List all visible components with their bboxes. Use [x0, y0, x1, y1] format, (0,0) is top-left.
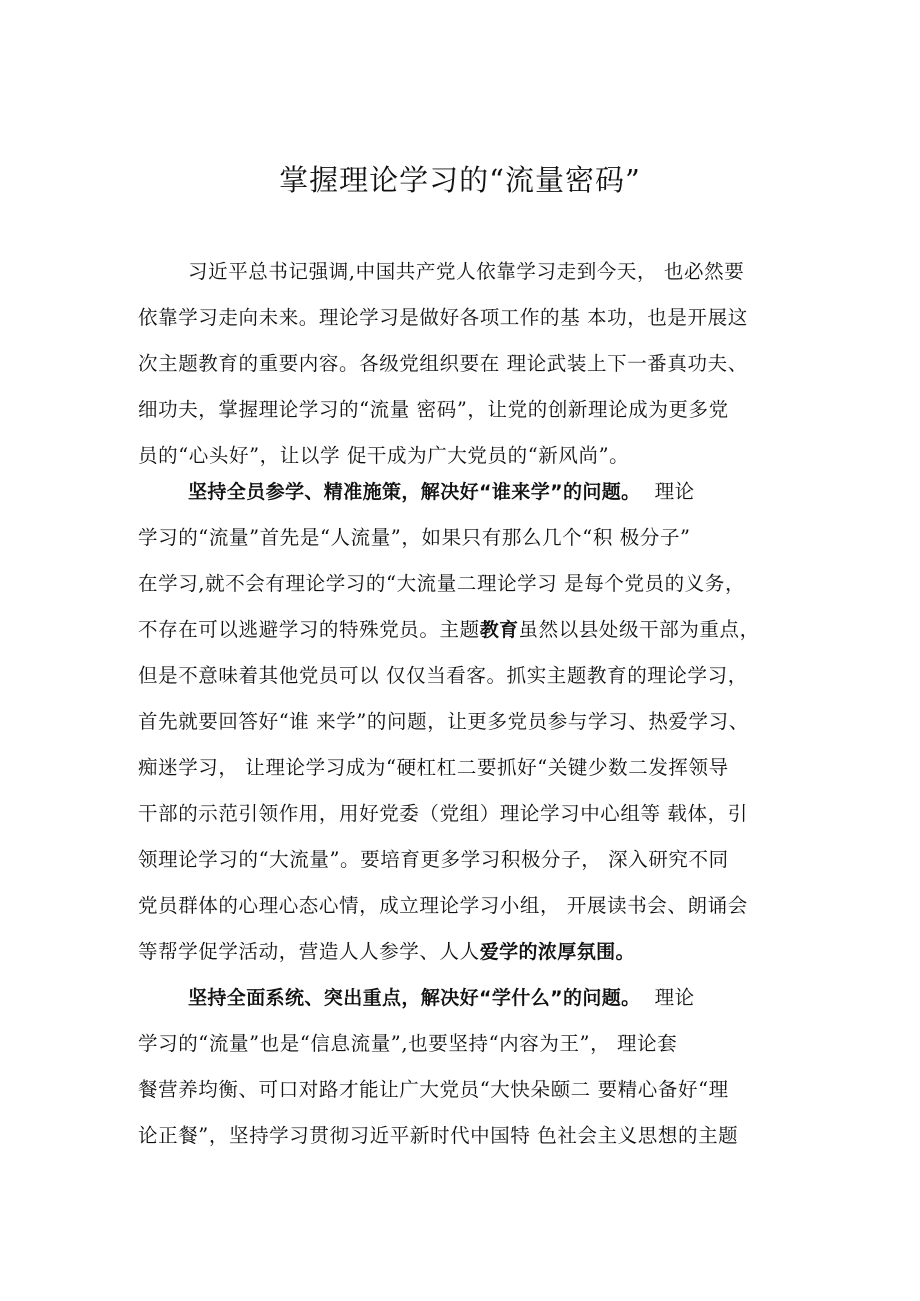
paragraph-2-line-11 [138, 932, 798, 972]
paragraph-2-line-10: 党员群体的心理心态心情，成立理论学习小组， 开展读书会、朗诵会 [138, 894, 748, 917]
paragraph-2-line-5: 但是不意味着其他党员可以 仅仅当看客。抓实主题教育的理论学习， [138, 664, 748, 687]
paragraph-1-line-3: 次主题教育的重要内容。各级党组织要在 理论武装上下一番真功夫、 [138, 352, 748, 375]
paragraph-1-line-5: 员的“心头好”，让以学 促干成为广大党员的“新风尚”。 [138, 444, 630, 467]
document-title: 掌握理论学习的“流量密码” [279, 163, 641, 197]
paragraph-3-line-3: 餐营养均衡、可口对路才能让广大党员“大快朵颐二 要精心备好“理 [138, 1078, 729, 1101]
paragraph-1-line-4: 细功夫，掌握理论学习的“流量 密码”，让党的创新理论成为更多党 [138, 398, 729, 421]
paragraph-2-line-1-tail: 理论 [654, 480, 695, 503]
section-heading-what-to-learn: 坚持全面系统、突出重点，解决好“学什么”的问题。 [188, 987, 641, 1009]
paragraph-1-line-2: 依靠学习走向未来。理论学习是做好各项工作的基 本功，也是开展这 [138, 306, 748, 329]
bold-word-education: 教育 [479, 619, 519, 641]
paragraph-3-line-4: 论正餐”，坚持学习贯彻习近平新时代中国特 色社会主义思想的主题 [138, 1124, 739, 1147]
paragraph-2-line-3: 在学习,就不会有理论学习的“大流量二理论学习 是每个党员的义务， [138, 572, 746, 595]
paragraph-1-line-1: 习近平总书记强调,中国共产党人依靠学习走到今天， 也必然要 [188, 260, 745, 283]
paragraph-2-line-7: 痴迷学习， 让理论学习成为“硬杠杠二要抓好“关键少数二发挥领导 [138, 756, 729, 779]
paragraph-2-line-11-a: 等帮学促学活动，营造人人参学、人人 [138, 940, 480, 963]
paragraph-2-line-4 [138, 610, 798, 650]
section-heading-who-learns: 坚持全员参学、精准施策，解决好“谁来学”的问题。 [188, 481, 641, 503]
bold-phrase-atmosphere: 爱学的浓厚氛围。 [479, 941, 635, 963]
paragraph-2-line-8: 干部的示范引领作用，用好党委（党组）理论学习中心组等 载体，引 [138, 802, 748, 825]
paragraph-3-line-1-tail: 理论 [654, 986, 695, 1009]
paragraph-3-line-1 [188, 978, 798, 1018]
paragraph-2-line-6: 首先就要回答好“谁 来学”的问题，让更多党员参与学习、热爱学习、 [138, 710, 749, 733]
paragraph-2-line-4-a: 不存在可以逃避学习的特殊党员。主题 [138, 618, 480, 641]
paragraph-2-line-9: 领理论学习的“大流量”。要培育更多学习积极分子， 深入研究不同 [138, 848, 729, 871]
paragraph-3-line-2: 学习的“流量”也是“信息流量”,也要坚持“内容为王”， 理论套 [138, 1032, 678, 1055]
paragraph-2-line-2: 学习的“流量”首先是“人流量”，如果只有那么几个“积 极分子” [138, 526, 691, 549]
paragraph-2-line-4-b: 虽然以县处级干部为重点， [518, 618, 760, 641]
paragraph-2-line-1 [188, 472, 798, 512]
